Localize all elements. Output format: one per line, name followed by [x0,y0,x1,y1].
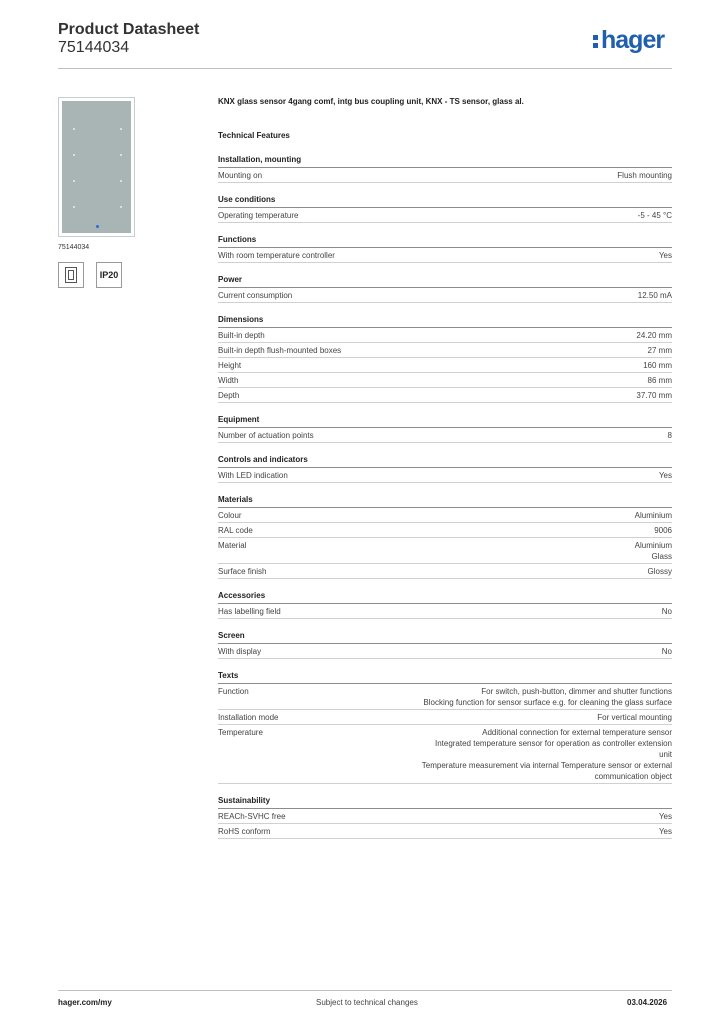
spec-value-line: For vertical mounting [597,713,672,722]
spec-key: Depth [218,391,240,400]
spec-row [218,468,672,483]
footer-website: hager.com/my [58,998,112,1007]
spec-section [218,234,672,263]
spec-section [218,630,672,659]
spec-value [278,712,672,723]
spec-value-line: 86 mm [647,376,672,385]
spec-section [218,194,672,223]
spec-value [238,375,672,386]
spec-value-line: Additional connection for external temperature sensor [482,728,672,737]
spec-row [218,523,672,538]
spec-key: Current consumption [218,291,293,300]
section-title: Materials [218,494,672,508]
spec-value-line: 9006 [654,526,672,535]
spec-value-line: 160 mm [643,361,672,370]
spec-value [239,390,672,401]
spec-value [299,210,673,221]
spec-value-line: Flush mounting [617,171,672,180]
spec-key: Width [218,376,239,385]
spec-value-line: 27 mm [647,346,672,355]
spec-value [341,345,672,356]
section-title: Screen [218,630,672,644]
spec-row [218,328,672,343]
product-image [58,97,135,237]
footer-date: 03.04.2026 [627,998,668,1007]
spec-section [218,590,672,619]
spec-value [253,525,672,536]
spec-key: Mounting on [218,171,263,180]
technical-features-list [218,154,672,850]
spec-key: Number of actuation points [218,431,314,440]
spec-key: Installation mode [218,713,279,722]
spec-value-line: 37.70 mm [636,391,672,400]
spec-value [286,811,672,822]
spec-key: Temperature [218,728,263,737]
spec-value [266,566,672,577]
spec-value [261,646,672,657]
spec-section [218,795,672,839]
technical-features-heading: Technical Features [218,131,290,140]
spec-value-line: Glossy [647,567,672,576]
spec-value [270,826,672,837]
spec-value-line: No [661,607,672,616]
spec-key: Material [218,541,247,550]
spec-key: With room temperature controller [218,251,335,260]
spec-value [335,250,672,261]
section-title: Dimensions [218,314,672,328]
spec-value-line: 12.50 mA [637,291,672,300]
spec-value-line: Yes [658,471,672,480]
spec-row [218,564,672,579]
spec-row [218,208,672,223]
spec-section [218,454,672,483]
spec-value [314,430,672,441]
spec-value-line: Yes [658,827,672,836]
section-title: Texts [218,670,672,684]
section-title: Functions [218,234,672,248]
spec-row [218,343,672,358]
spec-row [218,809,672,824]
spec-row [218,508,672,523]
spec-value-line: For switch, push-button, dimmer and shutter functions [481,687,672,696]
spec-value-line: Glass [651,552,672,561]
spec-value [249,686,672,708]
spec-section [218,314,672,403]
spec-value-line: No [661,647,672,656]
ip-rating-badge: IP20 [96,262,122,288]
spec-value-line: 8 [667,431,672,440]
spec-value-line: Blocking function for sensor surface e.g. for cleaning the glass surface [423,698,672,707]
spec-row [218,644,672,659]
logo-dots-icon [593,28,599,50]
spec-row [218,538,672,564]
spec-key: REACh-SVHC free [218,812,286,821]
flush-mounting-icon [58,262,84,288]
led-indicator-icon [96,225,99,228]
spec-row [218,710,672,725]
spec-key: RAL code [218,526,253,535]
spec-value [241,360,672,371]
spec-key: Colour [218,511,242,520]
spec-value [281,606,672,617]
spec-row [218,725,672,784]
section-title: Installation, mounting [218,154,672,168]
spec-key: Built-in depth [218,331,265,340]
spec-value-line: Yes [658,251,672,260]
spec-row [218,373,672,388]
product-code: 75144034 [58,39,130,56]
spec-value [262,170,672,181]
footer-divider [58,990,672,991]
spec-row [218,248,672,263]
spec-key: Has labelling field [218,607,281,616]
section-title: Equipment [218,414,672,428]
spec-value [263,727,672,782]
spec-row [218,604,672,619]
spec-value-line: Aluminium [634,541,672,550]
spec-row [218,684,672,710]
glass-sensor-panel-icon [62,101,131,233]
spec-value [242,510,672,521]
spec-key: Height [218,361,242,370]
hager-logo [593,28,664,53]
spec-value [288,470,672,481]
spec-key: Surface finish [218,567,267,576]
spec-value-line: Yes [658,812,672,821]
spec-section [218,414,672,443]
spec-section [218,154,672,183]
section-title: Power [218,274,672,288]
page-title: Product Datasheet [58,21,200,38]
section-title: Accessories [218,590,672,604]
spec-value-line: Aluminium [634,511,672,520]
spec-section [218,274,672,303]
spec-value-line: Integrated temperature sensor for operation as controller extension [434,739,672,748]
spec-value-line: unit [659,750,672,759]
section-title: Use conditions [218,194,672,208]
spec-value-line: -5 - 45 °C [637,211,672,220]
spec-key: RoHS conform [218,827,271,836]
spec-value [265,330,672,341]
spec-section [218,670,672,784]
spec-key: Built-in depth flush-mounted boxes [218,346,342,355]
section-title: Sustainability [218,795,672,809]
spec-section [218,494,672,579]
spec-value-line: 24.20 mm [636,331,672,340]
spec-row [218,358,672,373]
spec-key: With LED indication [218,471,288,480]
spec-row [218,288,672,303]
spec-key: With display [218,647,262,656]
spec-value-line: communication object [594,772,672,781]
spec-value-line: Temperature measurement via internal Temperature sensor or external [421,761,672,770]
image-caption: 75144034 [58,244,90,251]
section-title: Controls and indicators [218,454,672,468]
spec-row [218,168,672,183]
logo-text: hager [601,26,665,54]
spec-key: Operating temperature [218,211,299,220]
spec-row [218,428,672,443]
footer-notice: Subject to technical changes [316,998,418,1007]
spec-value [246,540,672,562]
spec-row [218,388,672,403]
spec-value [292,290,672,301]
product-description: KNX glass sensor 4gang comf, intg bus coupling unit, KNX - TS sensor, glass al. [218,97,524,106]
spec-key: Function [218,687,249,696]
spec-row [218,824,672,839]
header-divider [58,68,672,69]
